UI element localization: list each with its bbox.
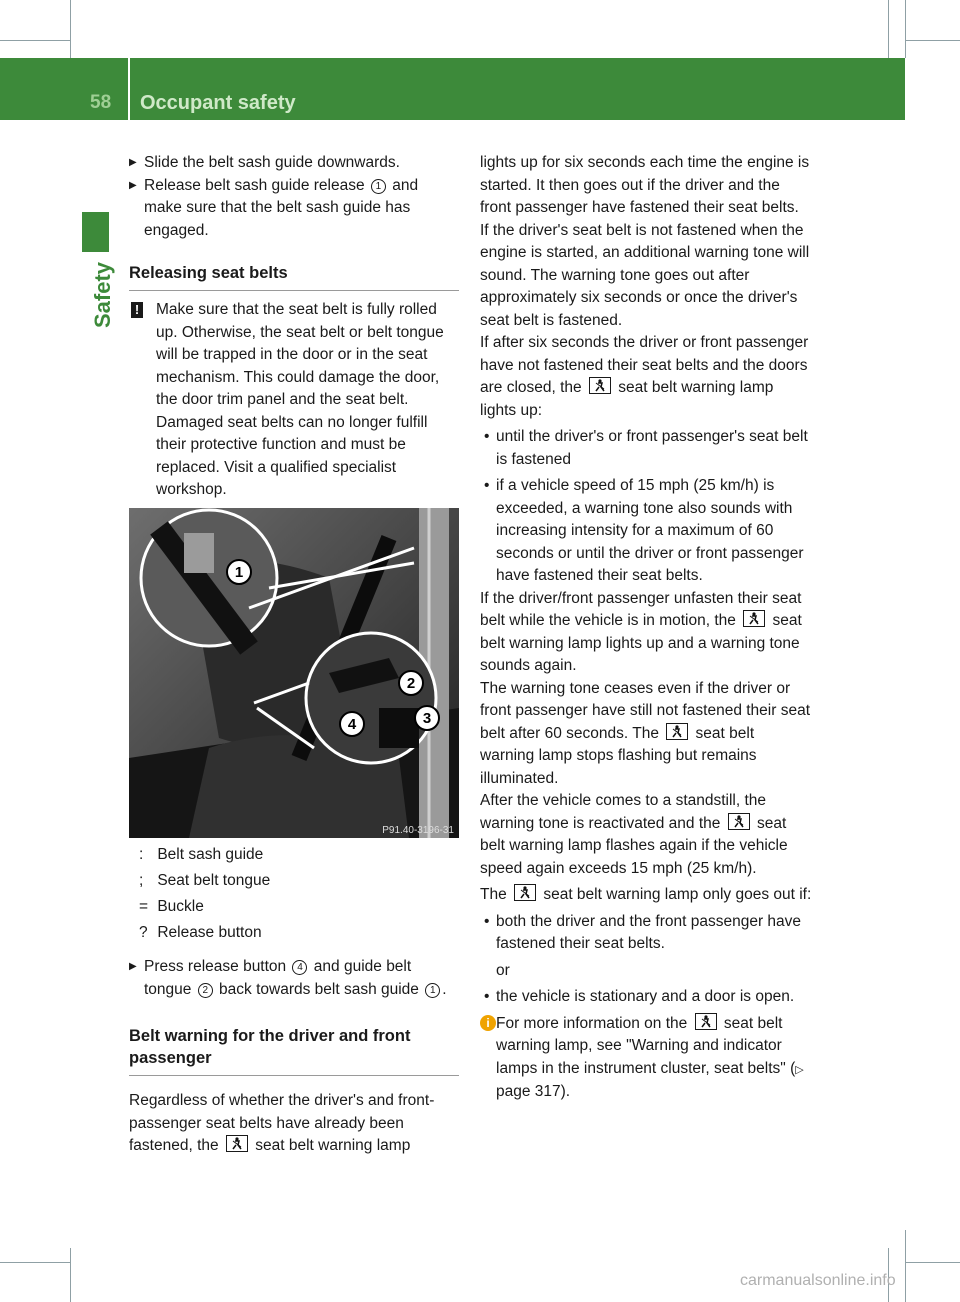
step-text: Slide the belt sash guide downwards. xyxy=(144,154,400,171)
paragraph xyxy=(480,588,812,678)
paragraph-text: If after six seconds the driver or front passenger have not fastened their seat belts and the doors are closed, the xyxy=(480,334,809,396)
step-text: and guide belt tongue xyxy=(144,958,412,998)
page-reference-arrow-icon: ▷ xyxy=(795,1063,804,1076)
paragraph: If the driver's seat belt is not fastened when the engine is started, an additional warning tone will sound. The warning tone goes out after approximately six seconds or once the driver's seat belt is fastened. xyxy=(480,221,810,329)
paragraph-text: Regardless of whether the driver's and front-passenger seat belts have already been fastened, the xyxy=(129,1092,435,1154)
info-text: page 317). xyxy=(496,1083,571,1100)
warning-icon: ! xyxy=(131,302,143,318)
info-text: seat belt warning lamp, see "Warning and indicator lamps in the instrument cluster, seat belts" ( xyxy=(496,1014,796,1077)
crop-mark xyxy=(905,1262,960,1263)
crop-mark xyxy=(905,0,906,58)
callout-4-icon: 4 xyxy=(292,960,307,975)
paragraph-text: The warning tone ceases even if the driver or front passenger have still not fastened their seat belt after 60 seconds. The xyxy=(480,679,811,742)
paragraph-text: seat belt warning lamp only goes out if: xyxy=(539,886,812,903)
paragraph-text: If the driver/front passenger unfasten their seat belt while the vehicle is in motion, the xyxy=(480,589,802,629)
crop-mark xyxy=(905,40,960,41)
crop-mark xyxy=(0,40,70,41)
legend-label: Buckle xyxy=(157,898,204,915)
instruction-step xyxy=(129,956,459,1001)
crop-mark xyxy=(70,1248,71,1302)
paragraph xyxy=(480,678,812,791)
instruction-step xyxy=(129,152,459,175)
info-note xyxy=(480,1013,812,1104)
legend-number: : xyxy=(139,846,144,863)
legend-label: Release button xyxy=(157,924,262,941)
section-label: Safety xyxy=(90,261,115,328)
legend-number: ? xyxy=(139,924,148,941)
left-column-lower xyxy=(129,956,459,1158)
paragraph-text: seat belt warning lamp stops flashing but remains illuminated. xyxy=(480,724,757,787)
callout-1-icon: 1 xyxy=(371,179,386,194)
step-text: back towards belt sash guide xyxy=(214,980,424,998)
paragraph xyxy=(129,1090,459,1158)
step-text: and make sure that the belt sash guide has engaged. xyxy=(144,176,419,239)
seat-belt-lamp-icon xyxy=(666,723,688,740)
seat-belt-lamp-icon xyxy=(728,813,750,830)
step-text: Release belt sash guide release xyxy=(144,176,369,194)
legend-item xyxy=(139,872,459,898)
left-column xyxy=(129,152,459,502)
paragraph xyxy=(480,790,812,880)
seat-belt-lamp-icon xyxy=(589,377,611,394)
paragraph xyxy=(480,884,812,907)
legend-item xyxy=(139,846,459,872)
legend-list xyxy=(139,846,459,950)
paragraph-text: seat belt warning lamp xyxy=(250,1137,411,1154)
info-text: For more information on the xyxy=(496,1014,692,1032)
paragraph-text: seat belt warning lamp lights up and a warning tone sounds again. xyxy=(480,612,802,674)
header-divider xyxy=(128,58,130,120)
or-text: or xyxy=(496,961,510,979)
warning-text: Make sure that the seat belt is fully rolled up. Otherwise, the seat belt or belt tongue will be trapped in the door or in the seat mechanism. This could damage the door, the door trim panel and the seat belt. Damaged seat belts can no longer fulfill their protective function and must be replaced. Visit a qualified specialist workshop. xyxy=(156,301,444,498)
bullet-item: • until the driver's or front passenger's seat belt is fastened xyxy=(480,426,812,471)
warning-note xyxy=(129,299,459,502)
svg-text:4: 4 xyxy=(347,716,357,733)
crop-mark xyxy=(905,1230,906,1302)
section-heading: Belt warning for the driver and front passenger xyxy=(129,1025,459,1076)
crop-mark xyxy=(888,0,889,58)
page-number: 58 xyxy=(90,92,112,113)
page-title: Occupant safety xyxy=(140,92,296,114)
legend-label: Seat belt tongue xyxy=(157,872,271,889)
crop-mark xyxy=(0,1262,70,1263)
seat-belt-lamp-icon xyxy=(514,884,536,901)
bullet-item: • if a vehicle speed of 15 mph (25 km/h) is exceeded, a warning tone also sounds with increasing intensity for a maximum of 60 seconds or until the driver or front passenger have fastened their seat belts. xyxy=(480,475,812,588)
bullet-item: • both the driver and the front passenger have fastened their seat belts. xyxy=(480,911,812,956)
legend-item xyxy=(139,898,459,924)
right-column xyxy=(480,152,812,1104)
seat-belt-lamp-icon xyxy=(743,610,765,627)
photo-code: P91.40-3196-31 xyxy=(382,825,454,836)
svg-text:3: 3 xyxy=(422,710,432,727)
legend-number: = xyxy=(139,898,149,915)
legend-number: ; xyxy=(139,872,144,889)
svg-text:1: 1 xyxy=(234,564,244,581)
page-header xyxy=(0,58,905,120)
paragraph: lights up for six seconds each time the engine is started. It then goes out if the driver and the front passenger have fastened their seat belts. xyxy=(480,154,810,216)
instruction-step xyxy=(129,175,459,243)
step-text: Press release button xyxy=(144,958,291,975)
callout-1-icon: 1 xyxy=(425,983,440,998)
seat-belt-photo xyxy=(129,508,459,838)
info-icon: i xyxy=(480,1015,496,1031)
svg-text:2: 2 xyxy=(406,675,416,692)
legend-item xyxy=(139,924,459,950)
paragraph-text: seat belt warning lamp flashes again if the vehicle speed again exceeds 15 mph (25 km/h). xyxy=(480,814,788,877)
paragraph-text: seat belt warning lamp lights up: xyxy=(480,379,774,419)
callout-2-icon: 2 xyxy=(198,983,213,998)
bullet-item: • the vehicle is stationary and a door is open. xyxy=(480,986,812,1009)
crop-mark xyxy=(70,0,71,58)
paragraph-text: The xyxy=(480,886,512,903)
paragraph xyxy=(480,332,812,422)
legend-label: Belt sash guide xyxy=(157,846,264,863)
seat-belt-lamp-icon xyxy=(695,1013,717,1030)
step-text: . xyxy=(442,980,447,998)
paragraph-text: After the vehicle comes to a standstill, the warning tone is reactivated and the xyxy=(480,792,767,832)
section-tab xyxy=(82,212,109,252)
seat-belt-lamp-icon xyxy=(226,1135,248,1152)
footer-watermark: carmanualsonline.info xyxy=(740,1272,896,1289)
section-heading: Releasing seat belts xyxy=(129,262,459,291)
